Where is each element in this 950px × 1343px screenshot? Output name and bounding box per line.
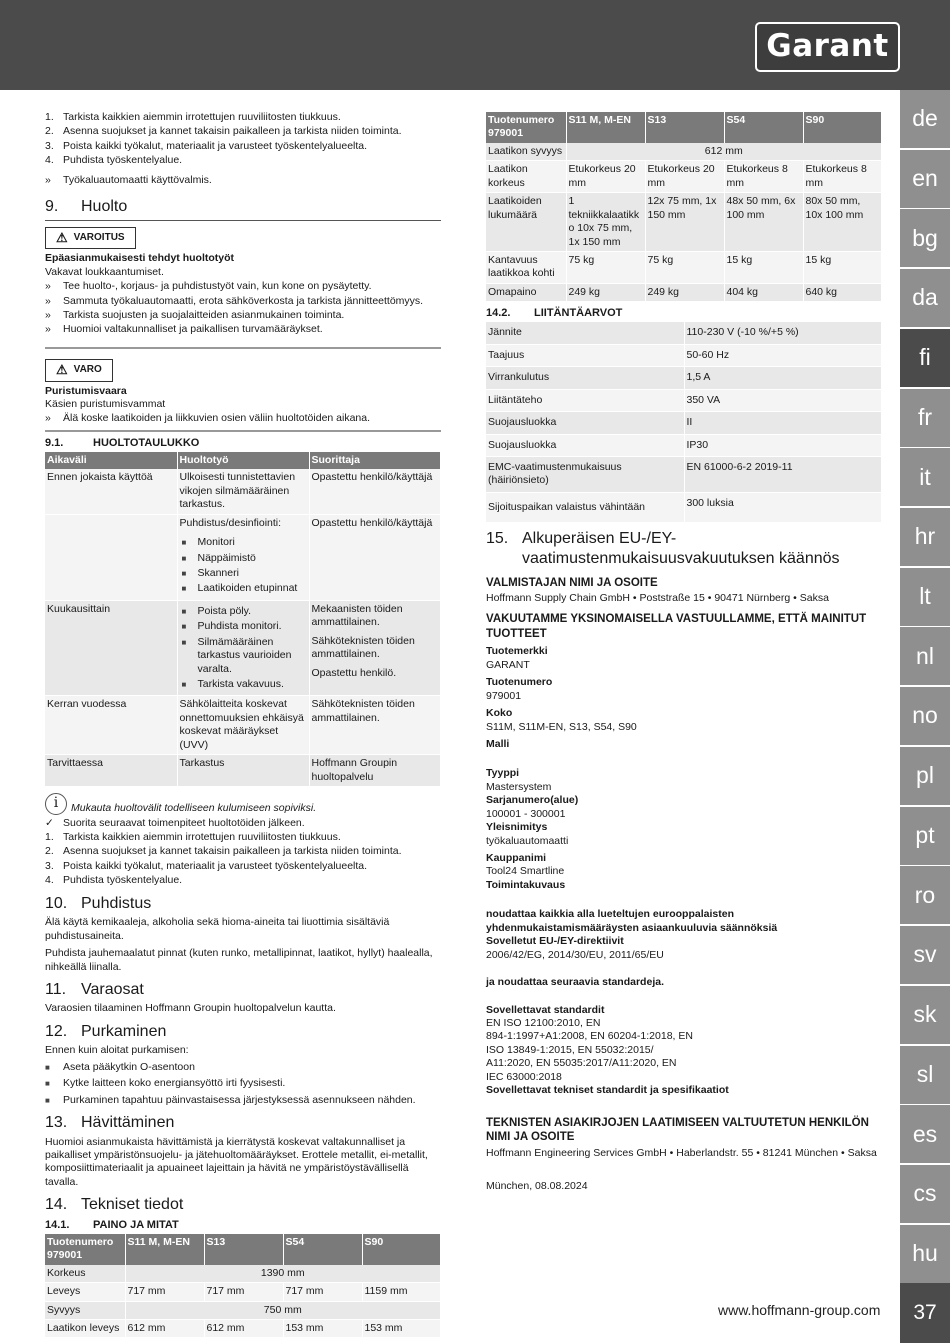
standards-line: EN ISO 12100:2010, EN — [486, 1016, 601, 1029]
table-row: Omapaino 249 kg 249 kg 404 kg 640 kg — [486, 283, 882, 301]
table-row: Laatikon syvyys 612 mm — [486, 143, 882, 161]
table-row: Suojausluokka IP30 — [486, 434, 882, 456]
table-header: Tuotenumero 979001 — [45, 1234, 125, 1265]
language-tab[interactable]: ro — [900, 866, 950, 924]
place-date: München, 08.08.2024 — [486, 1180, 588, 1193]
table-row: Virrankulutus 1,5 A — [486, 367, 882, 389]
paragraph: Älä käytä kemikaaleja, alkoholia sekä hioma-aineita tai liuottimia sisältäviä puhdistusaineita. — [45, 916, 390, 942]
warning-subtitle: Vakavat loukkaantumiset. — [45, 265, 164, 278]
paragraph: Ennen kuin aloitat purkamisen: — [45, 1044, 189, 1057]
section-15-heading: 15. Alkuperäisen EU-/EY-vaatimustenmukaisuusvakuutuksen käännös — [486, 529, 840, 568]
warning-item: » Sammuta työkaluautomaatti, erota sähköverkosta ja tarkista jännitteettömyys. — [45, 294, 424, 307]
directives-heading: Sovelletut EU-/EY-direktiivit — [486, 935, 624, 948]
footer-url[interactable]: www.hoffmann-group.com — [718, 1302, 881, 1318]
list-item: 1. Tarkista kaikkien aiemmin irrotettujen ruuviliitosten tiukkuus. — [45, 111, 341, 123]
standards-line: A11:2020, EN 55035:2017/A11:2020, EN — [486, 1057, 677, 1070]
language-tab[interactable]: nl — [900, 627, 950, 685]
table-header: Huoltotyö — [177, 452, 309, 469]
table-row: Laatikon korkeus Etukorkeus 20 mm Etukorkeus 20 mm Etukorkeus 8 mm Etukorkeus 8 mm — [486, 161, 882, 193]
language-tab[interactable]: es — [900, 1105, 950, 1163]
list-item: 2. Asenna suojukset ja kannet takaisin paikalleen ja tarkista niiden toiminta. — [45, 125, 402, 138]
documentation-heading: TEKNISTEN ASIAKIRJOJEN LAATIMISEEN VALTUUTETUN HENKILÖN NIMI JA OSOITE — [486, 1116, 869, 1144]
standards-line: 894-1:1997+A1:2008, EN 60204-1:2018, EN — [486, 1030, 693, 1043]
table-row: Sijoituspaikan valaistus vähintään 300 luksia — [486, 492, 882, 522]
page-number: 37 — [900, 1283, 950, 1343]
table-row: Suojausluokka II — [486, 412, 882, 434]
language-tab-active[interactable]: fi — [900, 329, 950, 387]
table-header: S13 — [204, 1234, 283, 1265]
language-tab[interactable]: no — [900, 687, 950, 745]
list-item: ■ Aseta pääkytkin O-asentoon — [45, 1060, 195, 1073]
product-fields: Tuotemerkki GARANT Tuotenumero 979001 Koko S11M, S11M-EN, S13, S54, S90 Malli Tyyppi Mastersystem Sarjanumero(alue) 100001 - 300001 Yleisnimitys työkaluautomaatti Kauppanimi Tool24 Smartline Toimintakuvaus — [486, 645, 637, 891]
language-tab[interactable]: it — [900, 448, 950, 506]
warning-label: ⚠ VAROITUS — [45, 227, 136, 250]
section-13-heading: 13. Hävittäminen — [45, 1114, 175, 1132]
info-note: i Mukauta huoltovälit todelliseen kulumiseen sopiviksi. — [45, 793, 441, 815]
table-header: S13 — [645, 112, 724, 143]
declaration-heading: VAKUUTAMME YKSINOMAISELLA VASTUULLAMME, ETTÄ MAINITUT TUOTTEET — [486, 612, 867, 640]
table-row: Jännite 110-230 V (-10 %/+5 %) — [486, 322, 882, 344]
standards-line: ISO 13849-1:2015, EN 55032:2015/ — [486, 1043, 654, 1056]
right-column — [486, 112, 882, 1194]
table-row: Ennen jokaista käyttöä Ulkoisesti tunnistettavien vikojen silmämääräinen tarkastus. Opastettu henkilö/käyttäjä — [45, 469, 441, 514]
language-tab[interactable]: sv — [900, 926, 950, 984]
table-row: Kantavuus laatikkoa kohti 75 kg 75 kg 15 kg 15 kg — [486, 251, 882, 283]
standards-heading: Sovellettavat standardit — [486, 1003, 605, 1016]
section-10-heading: 10. Puhdistus — [45, 894, 152, 912]
language-tab[interactable]: de — [900, 90, 950, 148]
after-steps — [45, 831, 441, 888]
table-row: Leveys 717 mm 717 mm 717 mm 1159 mm — [45, 1283, 441, 1301]
list-item: ■ Purkaminen tapahtuu päinvastaisessa järjestyksessä asennukseen nähden. — [45, 1093, 416, 1106]
warning-item: » Huomioi valtakunnalliset ja paikallisen turvamääräykset. — [45, 323, 323, 336]
section-12-heading: 12. Purkaminen — [45, 1022, 167, 1040]
table-row: Laatikon leveys 612 mm 612 mm 153 mm 153 mm — [45, 1320, 441, 1338]
checkmark-icon: ✓ — [45, 816, 54, 829]
list-item: 1. Tarkista kaikkien aiemmin irrotettujen ruuviliitosten tiukkuus. — [45, 830, 341, 843]
language-tab[interactable]: en — [900, 150, 950, 208]
caution-title: Puristumisvaara — [45, 384, 127, 397]
table-header: Tuotenumero 979001 — [486, 112, 566, 143]
warning-triangle-icon: ⚠ — [56, 361, 68, 377]
connection-heading: 14.2. LIITÄNTÄARVOT — [486, 307, 623, 320]
language-tab[interactable]: cs — [900, 1165, 950, 1223]
table-row: Tarvittaessa Tarkastus Hoffmann Groupin huoltopalvelu — [45, 755, 441, 787]
table-row: Laatikoiden lukumäärä 1 tekniikkalaatikk o 10x 75 mm, 1x 150 mm 12x 75 mm, 1x 150 mm 48x 50 mm, 6x 100 mm 80x 50 mm, 10x 100 mm — [486, 193, 882, 252]
warning-triangle-icon: ⚠ — [56, 229, 68, 245]
language-tab[interactable]: hr — [900, 508, 950, 566]
table-header: S54 — [283, 1234, 362, 1265]
connection-table — [486, 322, 882, 523]
manufacturer-heading: VALMISTAJAN NIMI JA OSOITE — [486, 576, 658, 589]
standards-line: IEC 63000:2018 — [486, 1070, 562, 1083]
divider — [45, 347, 441, 349]
check-item: ✓ Suorita seuraavat toimenpiteet huoltotöiden jälkeen. — [45, 816, 305, 829]
paragraph: Puhdista jauhemaalatut pinnat (kuten runko, metallipinnat, laatikot, hyllyt) haalealla, nihkeällä liinalla. — [45, 947, 433, 973]
language-tab[interactable]: hu — [900, 1225, 950, 1283]
language-tab[interactable]: da — [900, 269, 950, 327]
list-item: 2. Asenna suojukset ja kannet takaisin paikalleen ja tarkista niiden toiminta. — [45, 845, 402, 858]
directives: 2006/42/EG, 2014/30/EU, 2011/65/EU — [486, 948, 664, 961]
language-tabs — [900, 90, 950, 1284]
section-11-heading: 11. Varaosat — [45, 980, 144, 998]
left-column — [45, 110, 441, 1338]
dimensions-heading: 14.1. PAINO JA MITAT — [45, 1218, 179, 1231]
maintenance-table-heading: 9.1. HUOLTOTAULUKKO — [45, 430, 441, 450]
warning-title: Epäasianmukaisesti tehdyt huoltotyöt — [45, 252, 235, 265]
list-item: 3. Poista kaikki työkalut, materiaalit ja varusteet työskentelyalueelta. — [45, 139, 368, 152]
list-item: ■ Kytke laitteen koko energiansyöttö irti fyysisesti. — [45, 1077, 286, 1090]
caution-item: » Älä koske laatikoiden ja liikkuvien osien väliin huoltotöiden aikana. — [45, 412, 371, 425]
tech-standards-heading: Sovellettavat tekniset standardit ja spesifikaatiot — [486, 1084, 729, 1097]
result-line: » Työkaluautomaatti käyttövalmis. — [45, 173, 212, 186]
table-row: Liitäntäteho 350 VA — [486, 389, 882, 411]
info-icon: i — [45, 793, 67, 815]
documentation-address: Hoffmann Engineering Services GmbH • Haberlandstr. 55 • 81241 München • Saksa — [486, 1147, 877, 1160]
table-row: Puhdistus/desinfiointi: ■ Monitori ■ Näppäimistö ■ Skanneri ■ Laatikoiden etupinnat Opastettu henkilö/käyttäjä — [45, 514, 441, 600]
table-row: Syvyys 750 mm — [45, 1301, 441, 1319]
maintenance-table — [45, 452, 441, 787]
language-tab[interactable]: sk — [900, 986, 950, 1044]
caution-label: ⚠ VARO — [45, 359, 113, 382]
caution-subtitle: Käsien puristumisvammat — [45, 397, 166, 410]
drawer-table — [486, 112, 882, 302]
header-bar — [0, 0, 950, 90]
table-header: S11 M, M-EN — [566, 112, 645, 143]
list-item: 4. Puhdista työskentelyalue. — [45, 874, 183, 887]
intro-steps — [45, 111, 441, 168]
table-row: EMC-vaatimustenmukaisuus (häiriönsieto) EN 61000-6-2 2019-11 — [486, 456, 882, 492]
list-item: 4. Puhdista työskentelyalue. — [45, 154, 183, 167]
language-tab[interactable]: sl — [900, 1046, 950, 1104]
table-header: Aikaväli — [45, 452, 177, 469]
table-row: Korkeus 1390 mm — [45, 1265, 441, 1283]
warning-item: » Tarkista suojusten ja suojalaitteiden asianmukainen toiminta. — [45, 309, 345, 322]
language-tab[interactable]: bg — [900, 209, 950, 267]
table-row: Kerran vuodessa Sähkölaitteita koskevat onnettomuuksien ehkäisyä koskevat määräykset (UVV) Sähköteknisten töiden ammattilainen. — [45, 696, 441, 755]
table-row: Kuukausittain ■ Poista pöly. ■ Puhdista monitori. ■ Silmämääräinen tarkastus vaurioiden varalta. ■ Tarkista vakavuus. Mekaanisten töiden ammattilainen. Sähköteknisten töiden ammattilainen. Opastettu henkilö. — [45, 600, 441, 696]
section-9-heading: 9. Huolto — [45, 197, 441, 220]
table-header: S90 — [362, 1234, 441, 1265]
section-14-heading: 14. Tekniset tiedot — [45, 1196, 184, 1214]
language-tab[interactable]: pl — [900, 747, 950, 805]
language-tab[interactable]: fr — [900, 389, 950, 447]
table-header: S54 — [724, 112, 803, 143]
language-tab[interactable]: lt — [900, 568, 950, 626]
dimensions-table — [45, 1234, 441, 1339]
paragraph: Varaosien tilaaminen Hoffmann Groupin huoltopalvelun kautta. — [45, 1002, 336, 1015]
garant-logo: Garant — [755, 22, 900, 72]
compliance-text: noudattaa kaikkia alla lueteltujen eurooppalaisten yhdenmukaistamismääräysten asiaankuuluvia säännöksiä — [486, 908, 778, 934]
manufacturer-address: Hoffmann Supply Chain GmbH • Poststraße 15 • 90471 Nürnberg • Saksa — [486, 592, 829, 605]
standards-note: ja noudattaa seuraavia standardeja. — [486, 976, 664, 989]
language-tab[interactable]: pt — [900, 807, 950, 865]
table-header: S90 — [803, 112, 882, 143]
list-item: 3. Poista kaikki työkalut, materiaalit ja varusteet työskentelyalueelta. — [45, 859, 368, 872]
warning-item: » Tee huolto-, korjaus- ja puhdistustyöt vain, kun kone on pysäytetty. — [45, 280, 372, 293]
table-row: Taajuus 50-60 Hz — [486, 344, 882, 366]
table-header: S11 M, M-EN — [125, 1234, 204, 1265]
table-header: Suorittaja — [309, 452, 441, 469]
paragraph: Huomioi asianmukaista hävittämistä ja kierrätystä koskevat valtakunnalliset ja paikalliset ympäristönsuojelu- ja jätehuoltomääräykset. Erottele metallit, ei-metallit, komposiittimateriaalit ja apuaineet lajeittain ja hävitä ne ympäristöystävällisellä tavalla. — [45, 1135, 428, 1188]
